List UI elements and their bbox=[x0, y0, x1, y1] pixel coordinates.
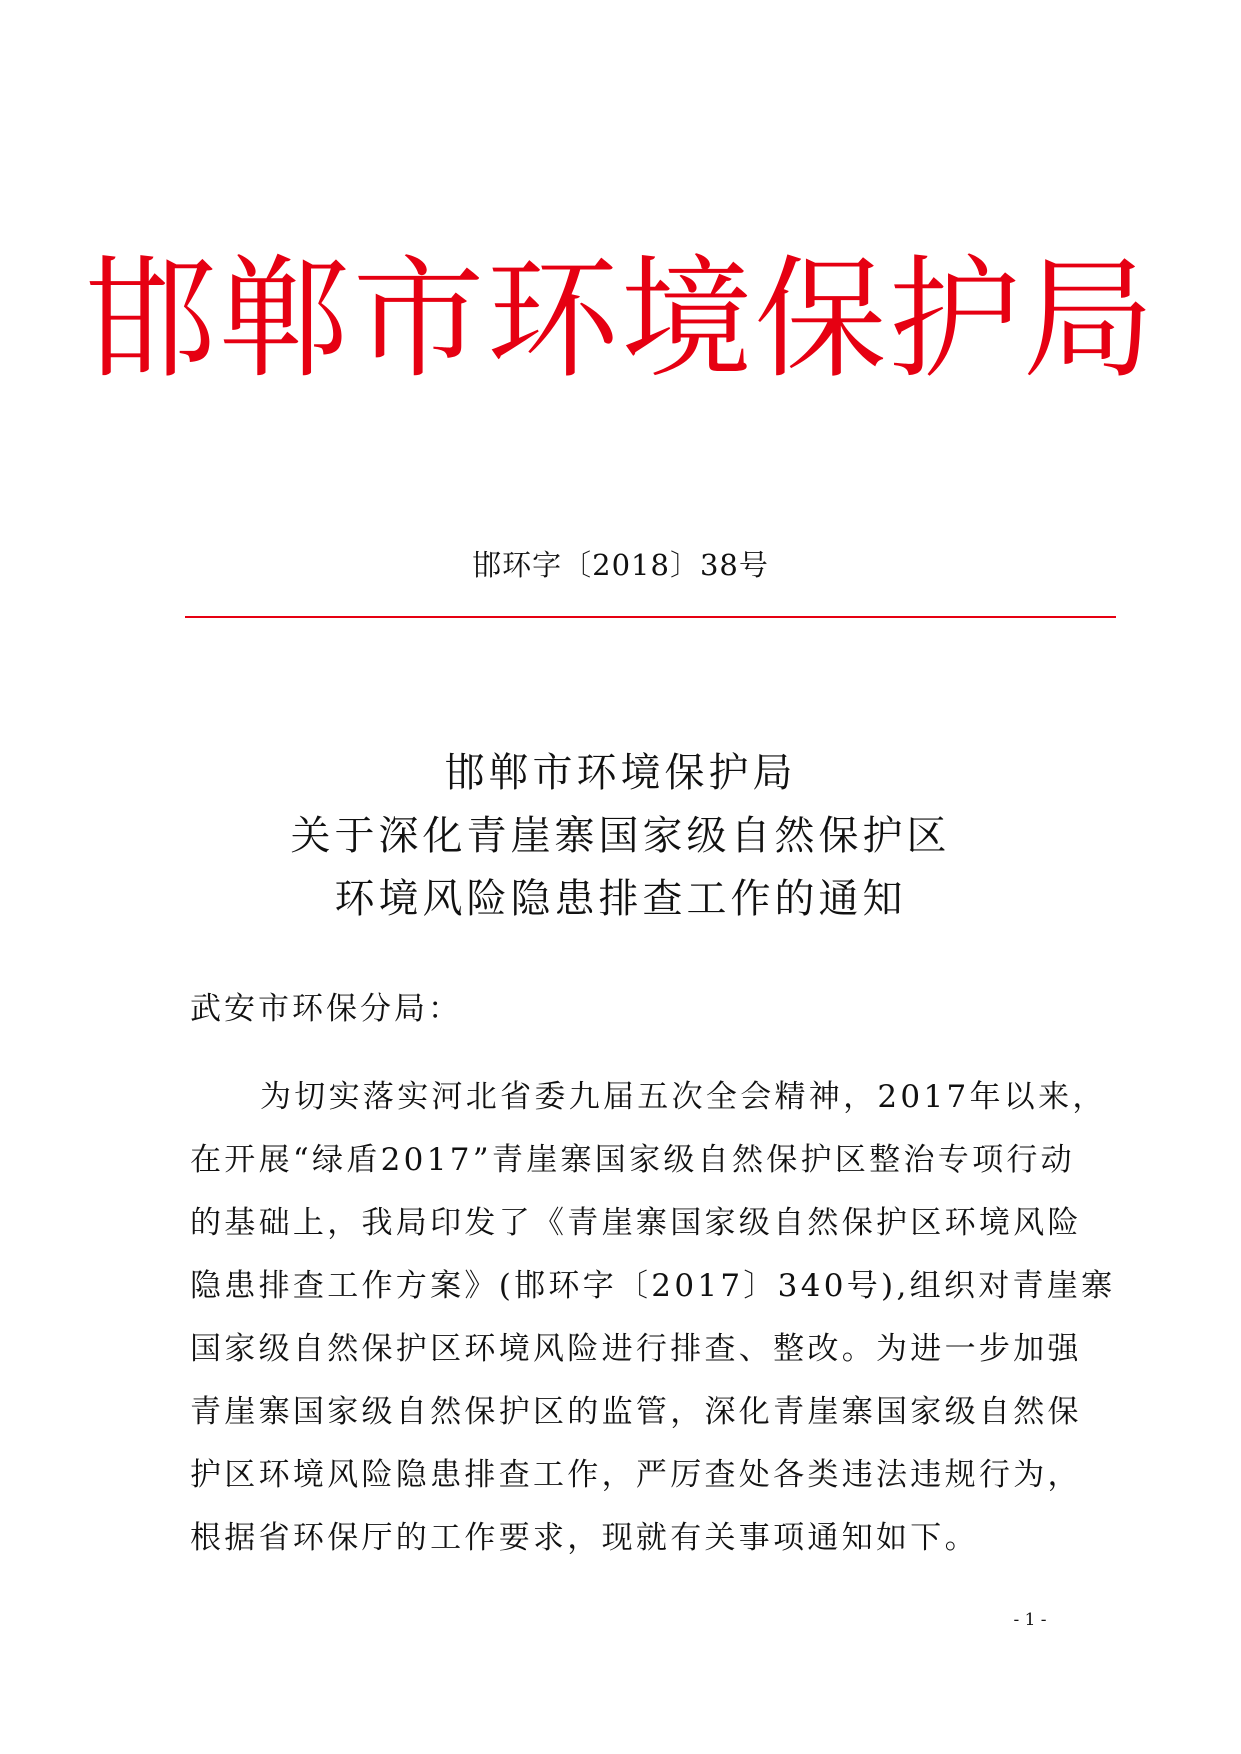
body-line: 为切实落实河北省委九届五次全会精神，2017年以来， bbox=[260, 1079, 1107, 1115]
body-line: 在开展“绿盾2017”青崖寨国家级自然保护区整治专项行动 bbox=[190, 1142, 1075, 1178]
document-number: 邯环字〔2018〕38号 bbox=[472, 548, 769, 582]
issuing-organization-header: 邯郸市环境保护局 bbox=[84, 243, 1157, 397]
document-title bbox=[0, 742, 1241, 931]
body-line: 隐患排查工作方案》(邯环字〔2017〕340号),组织对青崖寨 bbox=[190, 1268, 1116, 1304]
title-line: 环境风险隐患排查工作的通知 bbox=[334, 876, 907, 922]
body-line: 国家级自然保护区环境风险进行排查、整改。为进一步加强 bbox=[190, 1331, 1082, 1367]
body-line: 护区环境风险隐患排查工作，严厉查处各类违法违规行为， bbox=[190, 1457, 1082, 1493]
body-line: 根据省环保厅的工作要求，现就有关事项通知如下。 bbox=[190, 1520, 979, 1556]
red-divider-line bbox=[185, 616, 1116, 618]
body-paragraph bbox=[190, 1066, 1116, 1570]
page-number: - 1 - bbox=[1013, 1610, 1047, 1630]
body-line: 青崖寨国家级自然保护区的监管，深化青崖寨国家级自然保 bbox=[190, 1394, 1082, 1430]
title-line: 邯郸市环境保护局 bbox=[444, 750, 797, 796]
body-line: 的基础上，我局印发了《青崖寨国家级自然保护区环境风险 bbox=[190, 1205, 1082, 1241]
title-line: 关于深化青崖寨国家级自然保护区 bbox=[290, 813, 951, 859]
addressee: 武安市环保分局： bbox=[190, 991, 462, 1027]
